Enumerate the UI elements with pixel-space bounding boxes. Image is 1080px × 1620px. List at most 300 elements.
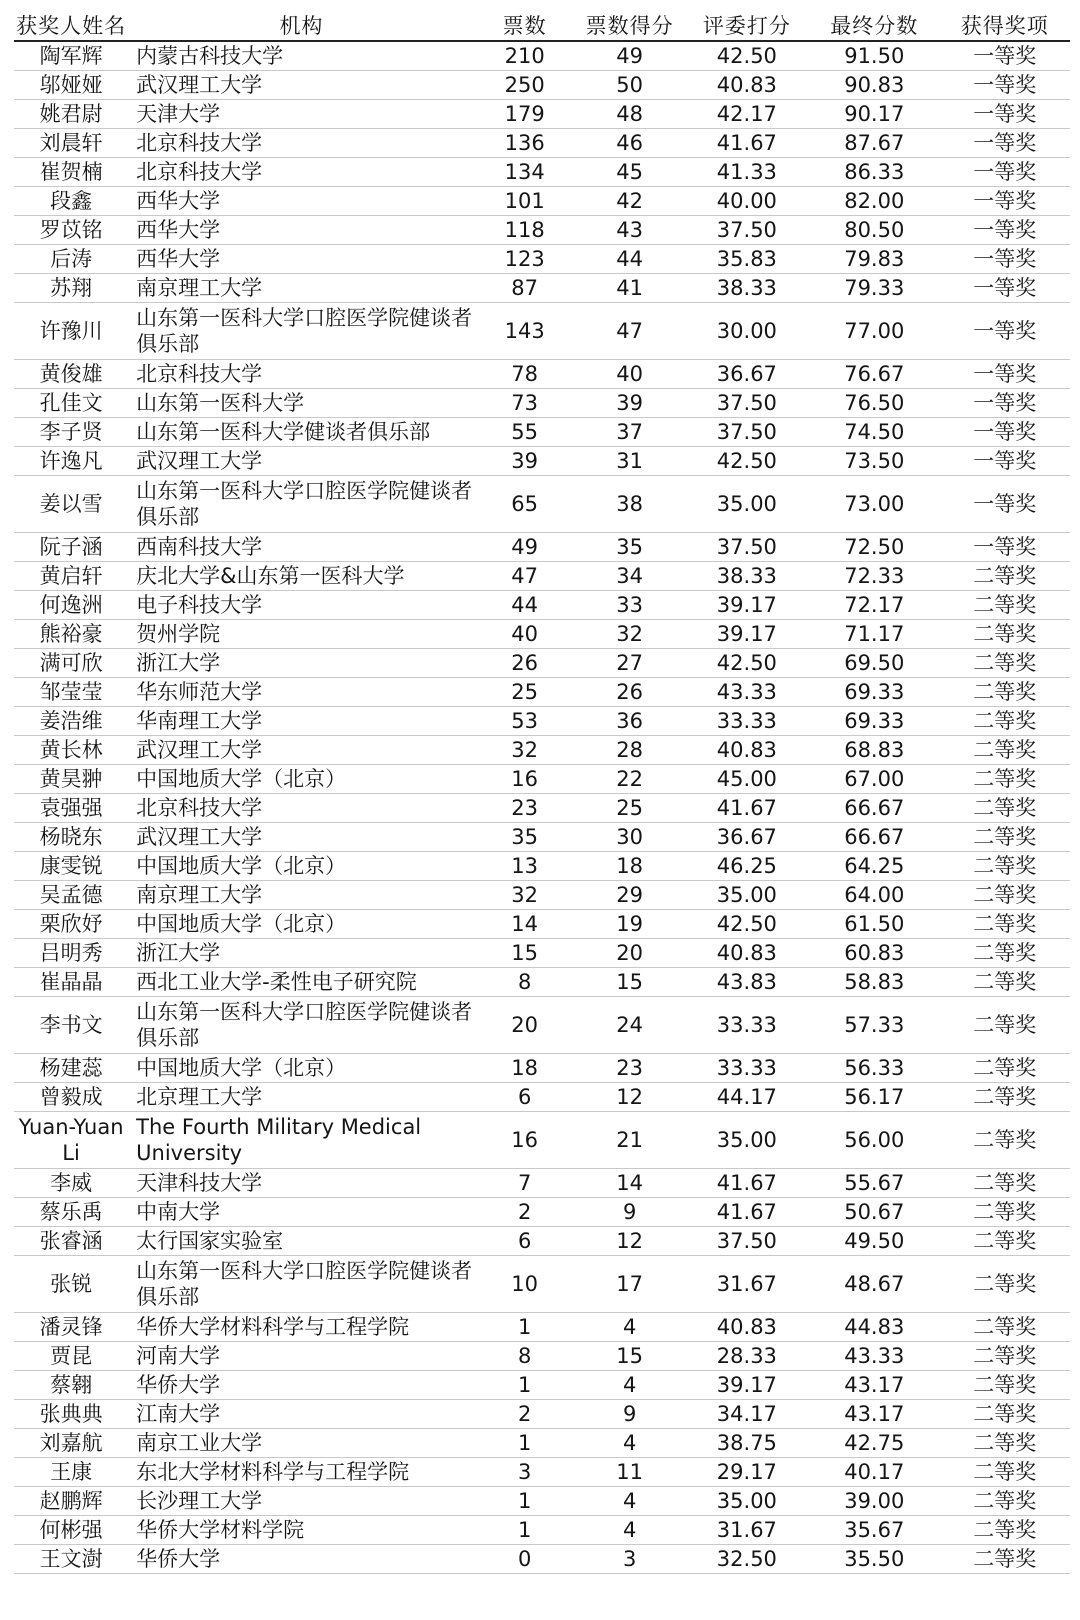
cell-award: 二等奖: [940, 620, 1071, 649]
cell-judge-score: 37.50: [685, 216, 809, 245]
table-row: [14, 418, 1070, 447]
cell-vote-score: 9: [575, 1400, 685, 1429]
table-row: [14, 274, 1070, 303]
cell-award: 二等奖: [940, 997, 1071, 1054]
cell-winner-name: 姜以雪: [14, 476, 128, 533]
table-row: [14, 245, 1070, 274]
header-final-score: 最终分数: [809, 10, 939, 41]
cell-final-score: 82.00: [809, 187, 939, 216]
table-row: [14, 1054, 1070, 1083]
cell-judge-score: 42.50: [685, 910, 809, 939]
cell-votes: 1: [475, 1487, 575, 1516]
cell-vote-score: 17: [575, 1256, 685, 1313]
cell-institution: 中国地质大学（北京）: [128, 910, 475, 939]
cell-final-score: 43.17: [809, 1371, 939, 1400]
cell-award: 一等奖: [940, 71, 1071, 100]
header-judge-score: 评委打分: [685, 10, 809, 41]
cell-votes: 16: [475, 1112, 575, 1169]
cell-vote-score: 4: [575, 1516, 685, 1545]
cell-winner-name: 康雯锐: [14, 852, 128, 881]
table-row: [14, 447, 1070, 476]
cell-vote-score: 15: [575, 968, 685, 997]
cell-award: 二等奖: [940, 881, 1071, 910]
cell-winner-name: 张锐: [14, 1256, 128, 1313]
table-row: [14, 1256, 1070, 1313]
cell-votes: 15: [475, 939, 575, 968]
table-row: [14, 707, 1070, 736]
cell-vote-score: 11: [575, 1458, 685, 1487]
cell-award: 一等奖: [940, 100, 1071, 129]
cell-award: 二等奖: [940, 1256, 1071, 1313]
cell-winner-name: 张典典: [14, 1400, 128, 1429]
cell-vote-score: 4: [575, 1371, 685, 1400]
cell-winner-name: 后涛: [14, 245, 128, 274]
cell-institution: 庆北大学&山东第一医科大学: [128, 562, 475, 591]
table-row: [14, 1458, 1070, 1487]
cell-award: 二等奖: [940, 1400, 1071, 1429]
table-row: [14, 910, 1070, 939]
table-row: [14, 765, 1070, 794]
cell-vote-score: 29: [575, 881, 685, 910]
cell-institution: 华南理工大学: [128, 707, 475, 736]
cell-judge-score: 39.17: [685, 620, 809, 649]
cell-vote-score: 25: [575, 794, 685, 823]
cell-institution: 中国地质大学（北京）: [128, 765, 475, 794]
cell-award: 二等奖: [940, 1054, 1071, 1083]
cell-final-score: 73.00: [809, 476, 939, 533]
cell-vote-score: 24: [575, 997, 685, 1054]
cell-winner-name: 熊裕豪: [14, 620, 128, 649]
cell-vote-score: 28: [575, 736, 685, 765]
cell-votes: 7: [475, 1169, 575, 1198]
cell-award: 二等奖: [940, 1227, 1071, 1256]
table-row: [14, 476, 1070, 533]
cell-winner-name: Yuan-Yuan Li: [14, 1112, 128, 1169]
cell-institution: 华侨大学: [128, 1371, 475, 1400]
cell-institution: 内蒙古科技大学: [128, 41, 475, 71]
cell-winner-name: 刘晨轩: [14, 129, 128, 158]
cell-institution: 中国地质大学（北京）: [128, 1054, 475, 1083]
cell-final-score: 66.67: [809, 794, 939, 823]
cell-final-score: 55.67: [809, 1169, 939, 1198]
table-row: [14, 1400, 1070, 1429]
cell-votes: 1: [475, 1429, 575, 1458]
cell-final-score: 42.75: [809, 1429, 939, 1458]
cell-institution: 西华大学: [128, 187, 475, 216]
cell-institution: 北京科技大学: [128, 129, 475, 158]
cell-winner-name: 黄长林: [14, 736, 128, 765]
cell-judge-score: 37.50: [685, 533, 809, 562]
cell-votes: 23: [475, 794, 575, 823]
cell-institution: 华东师范大学: [128, 678, 475, 707]
cell-vote-score: 19: [575, 910, 685, 939]
cell-award: 一等奖: [940, 476, 1071, 533]
cell-winner-name: 袁强强: [14, 794, 128, 823]
table-row: [14, 216, 1070, 245]
cell-vote-score: 4: [575, 1487, 685, 1516]
cell-votes: 3: [475, 1458, 575, 1487]
cell-judge-score: 38.75: [685, 1429, 809, 1458]
cell-final-score: 56.17: [809, 1083, 939, 1112]
cell-award: 一等奖: [940, 129, 1071, 158]
cell-judge-score: 35.00: [685, 1112, 809, 1169]
cell-judge-score: 43.83: [685, 968, 809, 997]
cell-institution: 浙江大学: [128, 649, 475, 678]
cell-judge-score: 35.00: [685, 881, 809, 910]
cell-institution: 山东第一医科大学口腔医学院健谈者俱乐部: [128, 303, 475, 360]
cell-final-score: 77.00: [809, 303, 939, 360]
cell-final-score: 69.33: [809, 678, 939, 707]
cell-votes: 118: [475, 216, 575, 245]
cell-judge-score: 39.17: [685, 1371, 809, 1400]
cell-final-score: 71.17: [809, 620, 939, 649]
cell-final-score: 91.50: [809, 41, 939, 71]
cell-institution: 华侨大学材料学院: [128, 1516, 475, 1545]
cell-judge-score: 35.00: [685, 1487, 809, 1516]
cell-vote-score: 36: [575, 707, 685, 736]
cell-award: 二等奖: [940, 1198, 1071, 1227]
cell-votes: 20: [475, 997, 575, 1054]
cell-judge-score: 38.33: [685, 562, 809, 591]
cell-final-score: 74.50: [809, 418, 939, 447]
cell-award: 二等奖: [940, 1342, 1071, 1371]
cell-institution: 山东第一医科大学健谈者俱乐部: [128, 418, 475, 447]
cell-award: 一等奖: [940, 360, 1071, 389]
cell-vote-score: 20: [575, 939, 685, 968]
cell-votes: 1: [475, 1313, 575, 1342]
cell-winner-name: 段鑫: [14, 187, 128, 216]
cell-judge-score: 32.50: [685, 1545, 809, 1574]
table-row: [14, 562, 1070, 591]
cell-votes: 1: [475, 1516, 575, 1545]
cell-award: 二等奖: [940, 1112, 1071, 1169]
cell-votes: 32: [475, 881, 575, 910]
cell-judge-score: 36.67: [685, 823, 809, 852]
cell-winner-name: 姜浩维: [14, 707, 128, 736]
table-row: [14, 881, 1070, 910]
cell-final-score: 43.33: [809, 1342, 939, 1371]
cell-final-score: 44.83: [809, 1313, 939, 1342]
cell-judge-score: 29.17: [685, 1458, 809, 1487]
cell-votes: 26: [475, 649, 575, 678]
cell-winner-name: 黄启轩: [14, 562, 128, 591]
cell-vote-score: 41: [575, 274, 685, 303]
cell-winner-name: 李书文: [14, 997, 128, 1054]
cell-final-score: 79.33: [809, 274, 939, 303]
cell-vote-score: 14: [575, 1169, 685, 1198]
cell-winner-name: 杨建蕊: [14, 1054, 128, 1083]
cell-votes: 2: [475, 1400, 575, 1429]
header-vote-score: 票数得分: [575, 10, 685, 41]
cell-winner-name: 许逸凡: [14, 447, 128, 476]
cell-vote-score: 44: [575, 245, 685, 274]
cell-award: 二等奖: [940, 736, 1071, 765]
cell-final-score: 72.33: [809, 562, 939, 591]
cell-vote-score: 27: [575, 649, 685, 678]
cell-judge-score: 41.33: [685, 158, 809, 187]
cell-winner-name: 崔贺楠: [14, 158, 128, 187]
cell-award: 一等奖: [940, 41, 1071, 71]
table-row: [14, 100, 1070, 129]
cell-award: 二等奖: [940, 1313, 1071, 1342]
award-results-table: [14, 10, 1070, 1574]
cell-institution: 中国地质大学（北京）: [128, 852, 475, 881]
cell-vote-score: 47: [575, 303, 685, 360]
cell-judge-score: 33.33: [685, 1054, 809, 1083]
cell-vote-score: 38: [575, 476, 685, 533]
cell-award: 二等奖: [940, 591, 1071, 620]
cell-judge-score: 35.00: [685, 476, 809, 533]
cell-institution: 华侨大学材料科学与工程学院: [128, 1313, 475, 1342]
cell-institution: 山东第一医科大学: [128, 389, 475, 418]
cell-winner-name: 张睿涵: [14, 1227, 128, 1256]
cell-award: 二等奖: [940, 852, 1071, 881]
cell-vote-score: 23: [575, 1054, 685, 1083]
table-row: [14, 1313, 1070, 1342]
cell-award: 一等奖: [940, 447, 1071, 476]
cell-judge-score: 42.50: [685, 41, 809, 71]
cell-votes: 25: [475, 678, 575, 707]
cell-judge-score: 31.67: [685, 1256, 809, 1313]
cell-winner-name: 邬娅娅: [14, 71, 128, 100]
cell-award: 二等奖: [940, 707, 1071, 736]
cell-award: 一等奖: [940, 245, 1071, 274]
cell-final-score: 39.00: [809, 1487, 939, 1516]
cell-award: 二等奖: [940, 1371, 1071, 1400]
cell-judge-score: 31.67: [685, 1516, 809, 1545]
cell-votes: 18: [475, 1054, 575, 1083]
cell-winner-name: 曾毅成: [14, 1083, 128, 1112]
cell-winner-name: 贾昆: [14, 1342, 128, 1371]
cell-award: 二等奖: [940, 1083, 1071, 1112]
cell-vote-score: 4: [575, 1313, 685, 1342]
cell-institution: 电子科技大学: [128, 591, 475, 620]
cell-final-score: 60.83: [809, 939, 939, 968]
table-row: [14, 736, 1070, 765]
cell-final-score: 64.25: [809, 852, 939, 881]
table-row: [14, 968, 1070, 997]
table-row: [14, 158, 1070, 187]
cell-votes: 250: [475, 71, 575, 100]
cell-award: 一等奖: [940, 216, 1071, 245]
cell-judge-score: 37.50: [685, 389, 809, 418]
table-row: [14, 187, 1070, 216]
table-row: [14, 1198, 1070, 1227]
cell-votes: 47: [475, 562, 575, 591]
table-row: [14, 1429, 1070, 1458]
cell-winner-name: 何彬强: [14, 1516, 128, 1545]
cell-votes: 101: [475, 187, 575, 216]
cell-winner-name: 吴孟德: [14, 881, 128, 910]
cell-institution: 江南大学: [128, 1400, 475, 1429]
cell-institution: 武汉理工大学: [128, 823, 475, 852]
cell-judge-score: 37.50: [685, 1227, 809, 1256]
cell-vote-score: 22: [575, 765, 685, 794]
cell-institution: 河南大学: [128, 1342, 475, 1371]
table-row: [14, 41, 1070, 71]
cell-votes: 8: [475, 1342, 575, 1371]
cell-vote-score: 45: [575, 158, 685, 187]
cell-award: 二等奖: [940, 649, 1071, 678]
cell-final-score: 69.50: [809, 649, 939, 678]
cell-votes: 136: [475, 129, 575, 158]
cell-winner-name: 姚君尉: [14, 100, 128, 129]
cell-institution: 中南大学: [128, 1198, 475, 1227]
cell-vote-score: 43: [575, 216, 685, 245]
cell-award: 二等奖: [940, 1429, 1071, 1458]
cell-award: 二等奖: [940, 765, 1071, 794]
cell-final-score: 73.50: [809, 447, 939, 476]
cell-votes: 35: [475, 823, 575, 852]
table-row: [14, 620, 1070, 649]
table-row: [14, 1169, 1070, 1198]
cell-winner-name: 阮子涵: [14, 533, 128, 562]
cell-vote-score: 31: [575, 447, 685, 476]
cell-award: 二等奖: [940, 1516, 1071, 1545]
cell-institution: 山东第一医科大学口腔医学院健谈者俱乐部: [128, 997, 475, 1054]
cell-institution: 北京科技大学: [128, 158, 475, 187]
table-header-row: [14, 10, 1070, 41]
cell-final-score: 35.50: [809, 1545, 939, 1574]
cell-votes: 39: [475, 447, 575, 476]
cell-institution: 西南科技大学: [128, 533, 475, 562]
cell-award: 二等奖: [940, 939, 1071, 968]
table-row: [14, 997, 1070, 1054]
cell-winner-name: 满可欣: [14, 649, 128, 678]
cell-final-score: 61.50: [809, 910, 939, 939]
table-row: [14, 1487, 1070, 1516]
cell-judge-score: 41.67: [685, 1169, 809, 1198]
cell-judge-score: 40.83: [685, 939, 809, 968]
cell-vote-score: 40: [575, 360, 685, 389]
cell-votes: 14: [475, 910, 575, 939]
cell-votes: 123: [475, 245, 575, 274]
table-row: [14, 533, 1070, 562]
cell-award: 二等奖: [940, 794, 1071, 823]
cell-award: 二等奖: [940, 678, 1071, 707]
header-award: 获得奖项: [940, 10, 1071, 41]
cell-vote-score: 42: [575, 187, 685, 216]
table-row: [14, 129, 1070, 158]
cell-institution: 北京科技大学: [128, 360, 475, 389]
cell-final-score: 40.17: [809, 1458, 939, 1487]
cell-votes: 32: [475, 736, 575, 765]
cell-award: 二等奖: [940, 1545, 1071, 1574]
cell-institution: 南京理工大学: [128, 274, 475, 303]
cell-final-score: 72.17: [809, 591, 939, 620]
cell-final-score: 43.17: [809, 1400, 939, 1429]
cell-winner-name: 栗欣妤: [14, 910, 128, 939]
cell-final-score: 72.50: [809, 533, 939, 562]
cell-winner-name: 王文澍: [14, 1545, 128, 1574]
cell-winner-name: 李威: [14, 1169, 128, 1198]
cell-winner-name: 孔佳文: [14, 389, 128, 418]
table-body: [14, 41, 1070, 1574]
cell-vote-score: 21: [575, 1112, 685, 1169]
cell-institution: 武汉理工大学: [128, 736, 475, 765]
cell-votes: 78: [475, 360, 575, 389]
cell-final-score: 76.50: [809, 389, 939, 418]
cell-votes: 6: [475, 1083, 575, 1112]
cell-judge-score: 40.83: [685, 1313, 809, 1342]
cell-vote-score: 48: [575, 100, 685, 129]
cell-vote-score: 34: [575, 562, 685, 591]
cell-final-score: 57.33: [809, 997, 939, 1054]
cell-final-score: 56.00: [809, 1112, 939, 1169]
cell-institution: The Fourth Military Medical University: [128, 1112, 475, 1169]
cell-judge-score: 43.33: [685, 678, 809, 707]
table-row: [14, 1545, 1070, 1574]
cell-award: 二等奖: [940, 562, 1071, 591]
cell-vote-score: 46: [575, 129, 685, 158]
cell-institution: 太行国家实验室: [128, 1227, 475, 1256]
table-row: [14, 360, 1070, 389]
cell-judge-score: 42.50: [685, 649, 809, 678]
cell-votes: 44: [475, 591, 575, 620]
cell-vote-score: 32: [575, 620, 685, 649]
cell-award: 二等奖: [940, 1169, 1071, 1198]
cell-vote-score: 33: [575, 591, 685, 620]
table-row: [14, 591, 1070, 620]
cell-winner-name: 吕明秀: [14, 939, 128, 968]
cell-votes: 40: [475, 620, 575, 649]
award-results-table-sheet: [14, 10, 1070, 1610]
cell-institution: 南京理工大学: [128, 881, 475, 910]
table-row: [14, 823, 1070, 852]
table-row: [14, 71, 1070, 100]
cell-institution: 山东第一医科大学口腔医学院健谈者俱乐部: [128, 1256, 475, 1313]
cell-award: 一等奖: [940, 274, 1071, 303]
cell-institution: 浙江大学: [128, 939, 475, 968]
cell-final-score: 67.00: [809, 765, 939, 794]
cell-votes: 13: [475, 852, 575, 881]
cell-final-score: 69.33: [809, 707, 939, 736]
cell-winner-name: 刘嘉航: [14, 1429, 128, 1458]
cell-vote-score: 49: [575, 41, 685, 71]
cell-votes: 6: [475, 1227, 575, 1256]
cell-final-score: 80.50: [809, 216, 939, 245]
cell-winner-name: 黄俊雄: [14, 360, 128, 389]
cell-votes: 1: [475, 1371, 575, 1400]
cell-judge-score: 45.00: [685, 765, 809, 794]
cell-judge-score: 41.67: [685, 129, 809, 158]
cell-final-score: 87.67: [809, 129, 939, 158]
cell-institution: 武汉理工大学: [128, 447, 475, 476]
cell-judge-score: 35.83: [685, 245, 809, 274]
cell-award: 二等奖: [940, 910, 1071, 939]
cell-institution: 天津科技大学: [128, 1169, 475, 1198]
cell-final-score: 90.83: [809, 71, 939, 100]
cell-winner-name: 杨晓东: [14, 823, 128, 852]
cell-vote-score: 37: [575, 418, 685, 447]
cell-votes: 210: [475, 41, 575, 71]
cell-judge-score: 28.33: [685, 1342, 809, 1371]
cell-votes: 2: [475, 1198, 575, 1227]
cell-winner-name: 苏翔: [14, 274, 128, 303]
table-row: [14, 1083, 1070, 1112]
table-row: [14, 1112, 1070, 1169]
table-row: [14, 1371, 1070, 1400]
cell-winner-name: 崔晶晶: [14, 968, 128, 997]
cell-winner-name: 蔡乐禹: [14, 1198, 128, 1227]
cell-institution: 北京科技大学: [128, 794, 475, 823]
cell-vote-score: 4: [575, 1429, 685, 1458]
cell-award: 一等奖: [940, 418, 1071, 447]
cell-judge-score: 36.67: [685, 360, 809, 389]
cell-vote-score: 50: [575, 71, 685, 100]
cell-votes: 49: [475, 533, 575, 562]
cell-votes: 10: [475, 1256, 575, 1313]
